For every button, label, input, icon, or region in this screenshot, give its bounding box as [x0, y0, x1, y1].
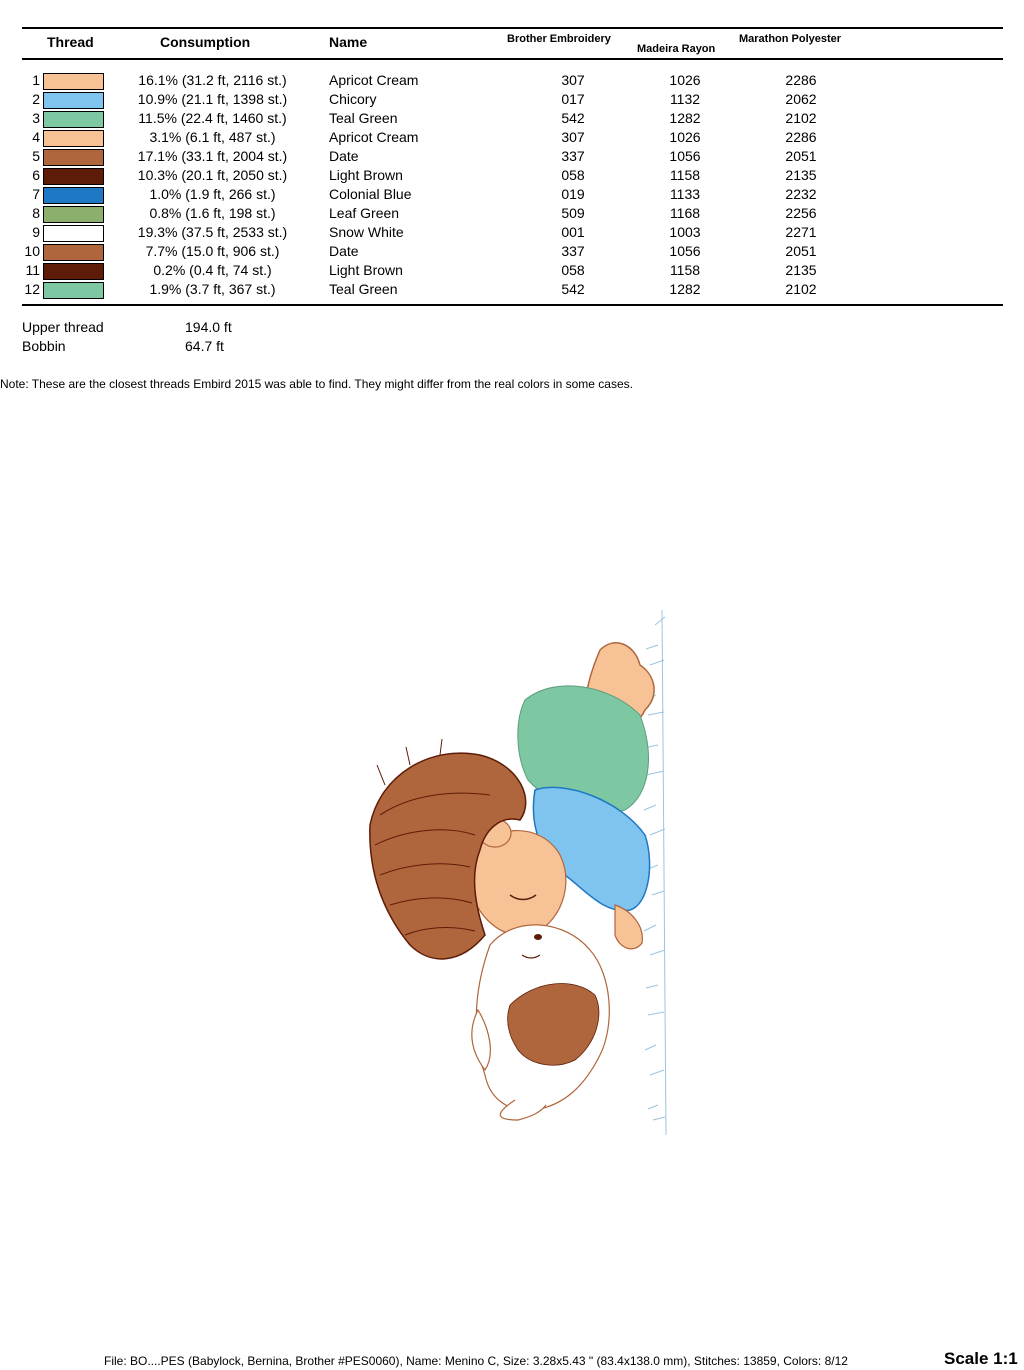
thread-name: Date [329, 243, 359, 259]
thread-name: Date [329, 148, 359, 164]
thread-name: Light Brown [329, 167, 403, 183]
hand [615, 905, 642, 949]
madeira-code: 1282 [669, 281, 701, 297]
brother-code: 542 [561, 281, 585, 297]
thread-name: Snow White [329, 224, 404, 240]
puppy-nose [534, 934, 542, 940]
thread-number: 10 [24, 243, 40, 259]
thread-color-swatch [43, 263, 104, 280]
thread-number: 6 [32, 167, 40, 183]
thread-row [0, 148, 1024, 167]
thread-color-swatch [43, 282, 104, 299]
consumption-header: Consumption [160, 34, 251, 50]
madeira-code: 1168 [669, 205, 701, 221]
thread-row [0, 129, 1024, 148]
madeira-code: 1026 [669, 129, 701, 145]
madeira-code: 1158 [669, 262, 701, 278]
embroidery-design-preview [350, 605, 680, 1140]
brother-code: 542 [561, 110, 585, 126]
thread-consumption: 3.1% (6.1 ft, 487 st.) [149, 129, 276, 145]
marathon-code: 2232 [785, 186, 817, 202]
thread-name: Apricot Cream [329, 72, 419, 88]
brother-code: 017 [561, 91, 585, 107]
thread-color-swatch [43, 111, 104, 128]
thread-row [0, 205, 1024, 224]
thread-number: 3 [32, 110, 40, 126]
thread-color-swatch [43, 130, 104, 147]
madeira-code: 1133 [669, 186, 701, 202]
thread-name: Colonial Blue [329, 186, 412, 202]
thread-color-swatch [43, 187, 104, 204]
thread-consumption: 0.2% (0.4 ft, 74 st.) [153, 262, 272, 278]
brother-code: 058 [561, 262, 585, 278]
thread-consumption: 17.1% (33.1 ft, 2004 st.) [137, 148, 288, 164]
marathon-code: 2135 [785, 262, 817, 278]
marathon-code: 2062 [785, 91, 817, 107]
thread-color-swatch [43, 73, 104, 90]
thread-number: 5 [32, 148, 40, 164]
thread-consumption: 11.5% (22.4 ft, 1460 st.) [138, 110, 287, 126]
thread-color-swatch [43, 244, 104, 261]
marathon-code: 2286 [785, 129, 817, 145]
thread-number: 8 [32, 205, 40, 221]
thread-number: 11 [25, 262, 40, 278]
name-header: Name [329, 34, 368, 50]
marathon-code: 2286 [785, 72, 817, 88]
scale-label: Scale 1:1 [944, 1349, 1018, 1368]
thread-consumption: 10.9% (21.1 ft, 1398 st.) [137, 91, 288, 107]
madeira-code: 1056 [669, 148, 701, 164]
brother-code: 337 [561, 148, 585, 164]
table-top-rule [22, 27, 1003, 29]
thread-row [0, 110, 1024, 129]
marathon-header: Marathon Polyester [739, 33, 842, 45]
thread-row [0, 91, 1024, 110]
madeira-code: 1132 [669, 91, 701, 107]
thread-row [0, 281, 1024, 300]
thread-row [0, 262, 1024, 281]
madeira-code: 1158 [669, 167, 701, 183]
face [470, 831, 566, 936]
thread-number: 9 [32, 224, 40, 240]
brother-header: Brother Embroidery [507, 33, 611, 45]
marathon-code: 2051 [785, 148, 817, 164]
thread-color-swatch [43, 225, 104, 242]
madeira-code: 1026 [669, 72, 701, 88]
marathon-code: 2256 [785, 205, 817, 221]
upper-thread-label: Upper thread [22, 319, 104, 335]
thread-row [0, 186, 1024, 205]
thread-consumption: 1.0% (1.9 ft, 266 st.) [149, 186, 276, 202]
thread-color-swatch [43, 149, 104, 166]
brother-code: 307 [561, 129, 585, 145]
thread-name: Apricot Cream [329, 129, 419, 145]
thread-row [0, 224, 1024, 243]
thread-row [0, 167, 1024, 186]
bobbin-label: Bobbin [22, 338, 66, 354]
thread-row [0, 72, 1024, 91]
thread-consumption: 0.8% (1.6 ft, 198 st.) [149, 205, 276, 221]
thread-name: Teal Green [329, 110, 398, 126]
brother-code: 058 [561, 167, 585, 183]
thread-header: Thread [47, 34, 94, 50]
brother-code: 337 [561, 243, 585, 259]
thread-number: 12 [24, 281, 40, 297]
thread-consumption: 1.9% (3.7 ft, 367 st.) [149, 281, 276, 297]
marathon-code: 2051 [785, 243, 817, 259]
thread-name: Light Brown [329, 262, 403, 278]
marathon-code: 2102 [785, 110, 817, 126]
bobbin-value: 64.7 ft [185, 338, 224, 354]
thread-name: Teal Green [329, 281, 398, 297]
brother-code: 019 [561, 186, 585, 202]
file-info-footer: File: BO....PES (Babylock, Bernina, Brother #PES0060), Name: Menino C, Size: 3.28x5.43 " (83.4x138.0 mm), Stitches: 13859, Colors: 8/12 [104, 1354, 848, 1368]
brother-code: 001 [561, 224, 585, 240]
madeira-code: 1282 [669, 110, 701, 126]
thread-number: 7 [32, 186, 40, 202]
marathon-code: 2271 [785, 224, 817, 240]
thread-consumption: 16.1% (31.2 ft, 2116 st.) [138, 72, 287, 88]
thread-consumption: 19.3% (37.5 ft, 2533 st.) [137, 224, 288, 240]
thread-name: Chicory [329, 91, 377, 107]
brother-code: 509 [561, 205, 585, 221]
thread-color-swatch [43, 206, 104, 223]
thread-number: 1 [32, 72, 40, 88]
madeira-code: 1056 [669, 243, 701, 259]
marathon-code: 2102 [785, 281, 817, 297]
thread-color-swatch [43, 168, 104, 185]
marathon-code: 2135 [785, 167, 817, 183]
madeira-code: 1003 [669, 224, 701, 240]
thread-number: 2 [32, 91, 40, 107]
thread-name: Leaf Green [329, 205, 400, 221]
upper-thread-value: 194.0 ft [185, 319, 232, 335]
header-bottom-rule [22, 58, 1003, 60]
table-bottom-rule [22, 304, 1003, 306]
thread-color-swatch [43, 92, 104, 109]
thread-consumption: 10.3% (20.1 ft, 2050 st.) [137, 167, 288, 183]
thread-number: 4 [32, 129, 40, 145]
thread-row [0, 243, 1024, 262]
thread-consumption: 7.7% (15.0 ft, 906 st.) [145, 243, 280, 259]
thread-note: Note: These are the closest threads Embird 2015 was able to find. They might differ from the real colors in some cases. [0, 377, 633, 391]
brother-code: 307 [561, 72, 585, 88]
madeira-header: Madeira Rayon [637, 43, 716, 55]
